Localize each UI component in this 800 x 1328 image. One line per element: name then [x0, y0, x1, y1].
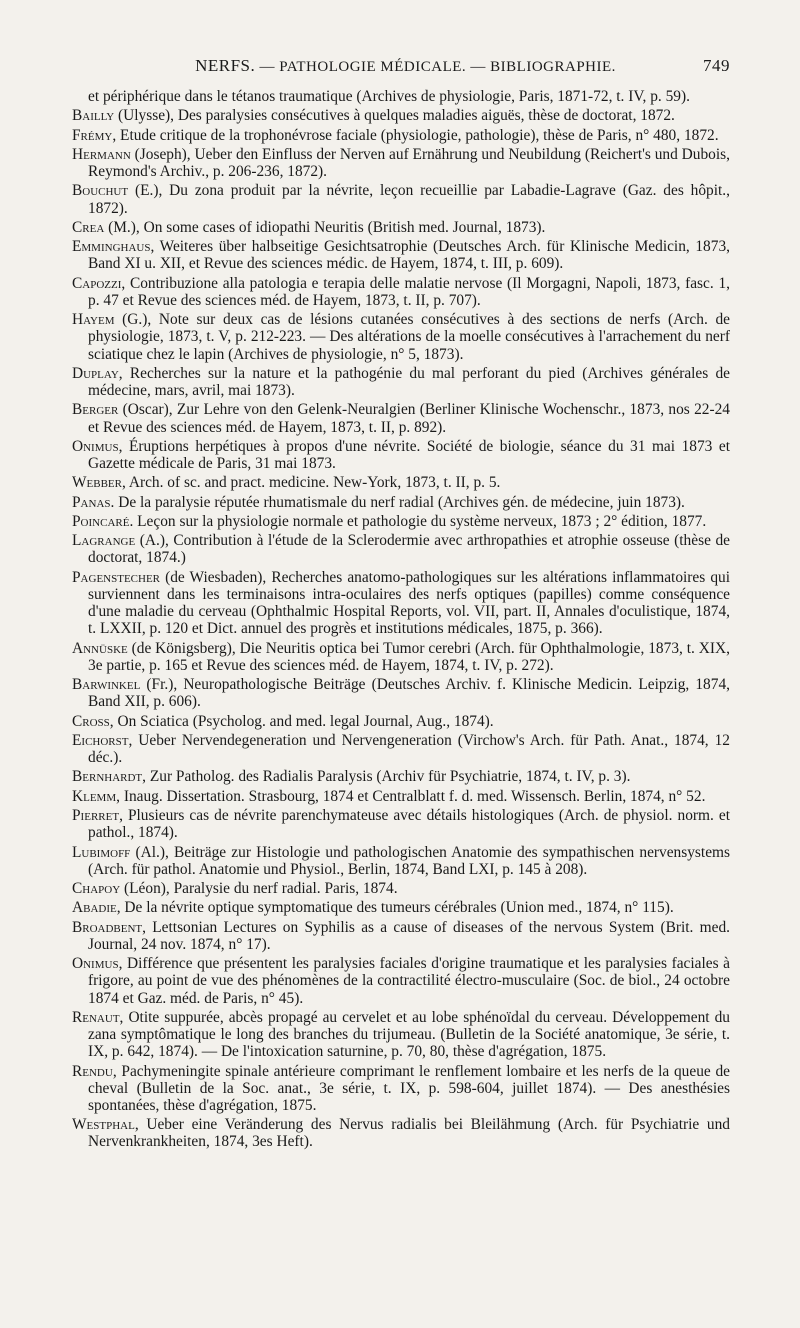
running-title-main: NERFS. — [195, 56, 256, 75]
entry-text: , On Sciatica (Psycholog. and med. legal Journal, Aug., 1874). — [109, 712, 494, 730]
entry-author: Lubimoff — [72, 843, 131, 861]
bibliography-entry — [72, 732, 730, 766]
entry-text: , Pachymeningite spinale antérieure comprimant le renflement lombaire et les nerfs de la queue de cheval (Bulletin de la Soc. anat., 3e série, t. IX, p. 598-604, juillet 1874). — Des anesthésies spontanées, thèse d'agrégation, 1875. — [88, 1062, 730, 1114]
bibliography-entry — [72, 513, 730, 530]
entry-author: Lagrange — [72, 532, 136, 550]
entry-author: Barwinkel — [72, 676, 141, 694]
entry-author: Chapoy — [72, 880, 121, 898]
bibliography-entry — [72, 569, 730, 638]
entry-text: , Éruptions herpétiques à propos d'une névrite. Société de biologie, séance du 31 mai 1873 et Gazette médicale de Paris, 31 mai 1873. — [88, 437, 730, 473]
bibliography-entry — [72, 788, 730, 805]
entry-text: , Différence que présentent les paralysies faciales d'origine traumatique et les paralysies faciales à frigore, au point de vue des phénomènes de la contractilité électro-musculaire (Soc. de biol., 24 octobre 1874 et Gaz. méd. de Paris, n° 45). — [88, 955, 730, 1007]
entry-text: , Etude critique de la trophonévrose faciale (physiologie, pathologie), thèse de Paris, n° 480, 1872. — [112, 126, 719, 144]
entry-author: Onimus — [72, 437, 119, 455]
bibliography-entry — [72, 365, 730, 399]
bibliography-entry — [72, 919, 730, 953]
entry-text: . De la paralysie réputée rhumatismale du nerf radial (Archives gén. de médecine, juin 1873). — [110, 493, 685, 511]
entry-author: Renaut — [72, 1008, 120, 1026]
bibliography-entry — [72, 127, 730, 144]
entry-text: , Otite suppurée, abcès propagé au cervelet et au lobe sphénoïdal du cerveau. Développement du zana symptômatique le long des branches du trijumeau. (Bulletin de la Société anatomique, 3e série, t. IX, p. 642, 1874). — De l'intoxication saturnine, p. 70, 80, thèse d'agrégation, 1875. — [88, 1008, 730, 1061]
bibliography-entry — [72, 768, 730, 785]
bibliography-entry — [72, 311, 730, 363]
entry-text: , Arch. of sc. and pract. medicine. New-York, 1873, t. II, p. 5. — [121, 474, 501, 492]
entry-text: (Al.), Beiträge zur Histologie und pathologischen Anatomie des sympathischen nervensystems (Arch. für pathol. Anatomie und Physiol., Berlin, 1874, Band LXI, p. 145 à 208). — [88, 843, 730, 878]
entry-text: , Zur Patholog. des Radialis Paralysis (Archiv für Psychiatrie, 1874, t. IV, p. 3). — [142, 768, 631, 786]
entry-text: (G.), Note sur deux cas de lésions cutanées consécutives à des sections de nerfs (Arch. de physiologie, 1873, t. V, p. 212-223. — Des altérations de la moelle consécutives à l'arrachement du nerf sciatique chez le lapin (Archives de physiologie, n° 5, 1873). — [88, 311, 730, 363]
entry-text: (A.), Contribution à l'étude de la Sclerodermie avec arthropathies et atrophie osseuse (thèse de doctorat, 1874.) — [88, 532, 730, 567]
entry-text: (Oscar), Zur Lehre von den Gelenk-Neuralgien (Berliner Klinische Wochenschr., 1873, nos 22-24 et Revue des sciences méd. de Hayem, 1873, t. II, p. 892). — [88, 401, 730, 436]
entry-author: Bouchut — [72, 182, 129, 200]
entry-author: Annüske — [72, 639, 128, 657]
entry-author: Emminghaus — [72, 238, 151, 256]
running-title — [72, 56, 703, 76]
entry-text: (Joseph), Ueber den Einfluss der Nerven auf Ernährung und Neubildung (Reichert's und Dubois, Reymond's Archiv., p. 206-236, 1872). — [88, 145, 730, 181]
entry-author: Bailly — [72, 107, 115, 125]
bibliography-entry — [72, 494, 730, 511]
entry-author: Bernhardt — [72, 768, 143, 786]
entry-author: Berger — [72, 401, 119, 419]
bibliography-entry — [72, 955, 730, 1007]
entry-author: Duplay — [72, 364, 119, 382]
entry-text: (Léon), Paralysie du nerf radial. Paris, 1874. — [120, 880, 398, 898]
bibliography-entry — [72, 219, 730, 236]
entry-text: (de Wiesbaden), Recherches anatomo-pathologiques sur les altérations inflammatoires qui surviennent dans les terminaisons intra-oculaires des nerfs optiques (papilles) comme conséquence d'une maladie du cerveau (Ophthalmic Hospital Reports, vol. VII, part. II, Annales d'oculistique, 1874, t. LXXII, p. 120 et Dict. annuel des progrès et institutions médicales, 1875, p. 366). — [88, 568, 730, 638]
entry-author: Panas — [72, 493, 111, 511]
entry-text: (Fr.), Neuropathologische Beiträge (Deutsches Archiv. f. Klinische Medicin. Leipzig, 1874, Band XII, p. 606). — [88, 676, 730, 711]
entry-text: (M.), On some cases of idiopathi Neuritis (British med. Journal, 1873). — [104, 218, 546, 236]
bibliography-entry — [72, 844, 730, 878]
entry-text: , Ueber Nervendegeneration und Nervengeneration (Virchow's Arch. für Path. Anat., 1874, 12 déc.). — [88, 731, 730, 767]
entry-text: (Ulysse), Des paralysies consécutives à quelques maladies aiguës, thèse de doctorat, 1872. — [114, 107, 675, 125]
entry-text: , Inaug. Dissertation. Strasbourg, 1874 et Centralblatt f. d. med. Wissensch. Berlin, 1874, n° 52. — [116, 787, 706, 805]
running-head — [72, 56, 730, 82]
bibliography-entry — [72, 275, 730, 309]
entry-author: Crea — [72, 218, 105, 236]
bibliography-entry — [72, 238, 730, 272]
page-number: 749 — [703, 56, 730, 75]
bibliography-entry — [72, 807, 730, 841]
bibliography-entry — [72, 1063, 730, 1115]
bibliography-entry — [72, 146, 730, 180]
bibliography-entry — [72, 1116, 730, 1150]
entry-author: Webber — [72, 474, 122, 492]
entry-author: Pagenstecher — [72, 568, 161, 586]
bibliography-entry — [72, 474, 730, 491]
entry-author: Hayem — [72, 311, 115, 329]
bibliography-entry — [72, 880, 730, 897]
entry-author: Eichorst — [72, 731, 129, 749]
entry-text: , Ueber eine Veränderung des Nervus radialis bei Bleilähmung (Arch. für Psychiatrie und Nervenkrankheiten, 1874, 3es Heft). — [88, 1116, 730, 1151]
entry-text: . Leçon sur la physiologie normale et pathologie du système nerveux, 1873 ; 2° édition, 1877. — [129, 512, 707, 530]
entry-text: , Weiteres über halbseitige Gesichtsatrophie (Deutsches Arch. für Klinische Medicin, 1873, Band XI u. XII, et Revue des sciences médic. de Hayem, 1874, t. III, p. 609). — [88, 238, 730, 273]
bibliography-entry — [72, 107, 730, 124]
bibliography-entry — [72, 1009, 730, 1061]
entry-author: Frémy — [72, 126, 113, 144]
entry-text: (de Königsberg), Die Neuritis optica bei Tumor cerebri (Arch. für Ophthalmologie, 1873, t. XIX, 3e partie, p. 165 et Revue des sciences méd. de Hayem, 1874, t. IV, p. 272). — [88, 639, 730, 674]
entry-author: Broadbent — [72, 918, 143, 936]
entry-author: Capozzi — [72, 274, 122, 292]
entry-author: Klemm — [72, 787, 117, 805]
bibliography-entry — [72, 713, 730, 730]
entry-text: , Lettsonian Lectures on Syphilis as a cause of diseases of the nervous System (Brit. med. Journal, 24 nov. 1874, n° 17). — [88, 918, 730, 953]
bibliography-entry — [72, 401, 730, 435]
running-title-rest: — PATHOLOGIE MÉDICALE. — BIBLIOGRAPHIE. — [255, 59, 616, 75]
bibliography-entry — [72, 88, 730, 105]
entry-author: Cross — [72, 712, 110, 730]
entry-text: , Plusieurs cas de névrite parenchymateuse avec détails histologiques (Arch. de physiol. norm. et pathol., 1874). — [88, 807, 730, 842]
bibliography-entry — [72, 676, 730, 710]
entry-text: , Recherches sur la nature et la pathogénie du mal perforant du pied (Archives générales de médecine, mars, avril, mai 1873). — [88, 364, 730, 400]
entry-author: Rendu — [72, 1062, 113, 1080]
bibliography-entry — [72, 640, 730, 674]
bibliography-entry — [72, 899, 730, 916]
entry-text: , De la névrite optique symptomatique des tumeurs cérébrales (Union med., 1874, n° 115). — [116, 899, 674, 917]
entry-text: (E.), Du zona produit par la névrite, leçon recueillie par Labadie-Lagrave (Gaz. des hôpit., 1872). — [88, 182, 730, 217]
bibliography-entry — [72, 182, 730, 216]
entry-text: et périphérique dans le tétanos traumatique (Archives de physiologie, Paris, 1871-72, t. IV, p. 59). — [88, 88, 690, 105]
bibliography-entry — [72, 438, 730, 472]
entry-author: Poincaré — [72, 512, 130, 530]
bibliography-list — [72, 88, 730, 1151]
bibliography-entry — [72, 532, 730, 566]
entry-text: , Contribuzione alla patologia e terapia delle malatie nervose (Il Morgagni, Napoli, 1873, fasc. 1, p. 47 et Revue des sciences méd. de Hayem, 1873, t. II, p. 707). — [88, 274, 730, 309]
entry-author: Onimus — [72, 955, 119, 973]
entry-author: Hermann — [72, 145, 131, 163]
entry-author: Abadie — [72, 899, 117, 917]
entry-author: Pierret — [72, 807, 120, 825]
entry-author: Westphal — [72, 1116, 135, 1134]
